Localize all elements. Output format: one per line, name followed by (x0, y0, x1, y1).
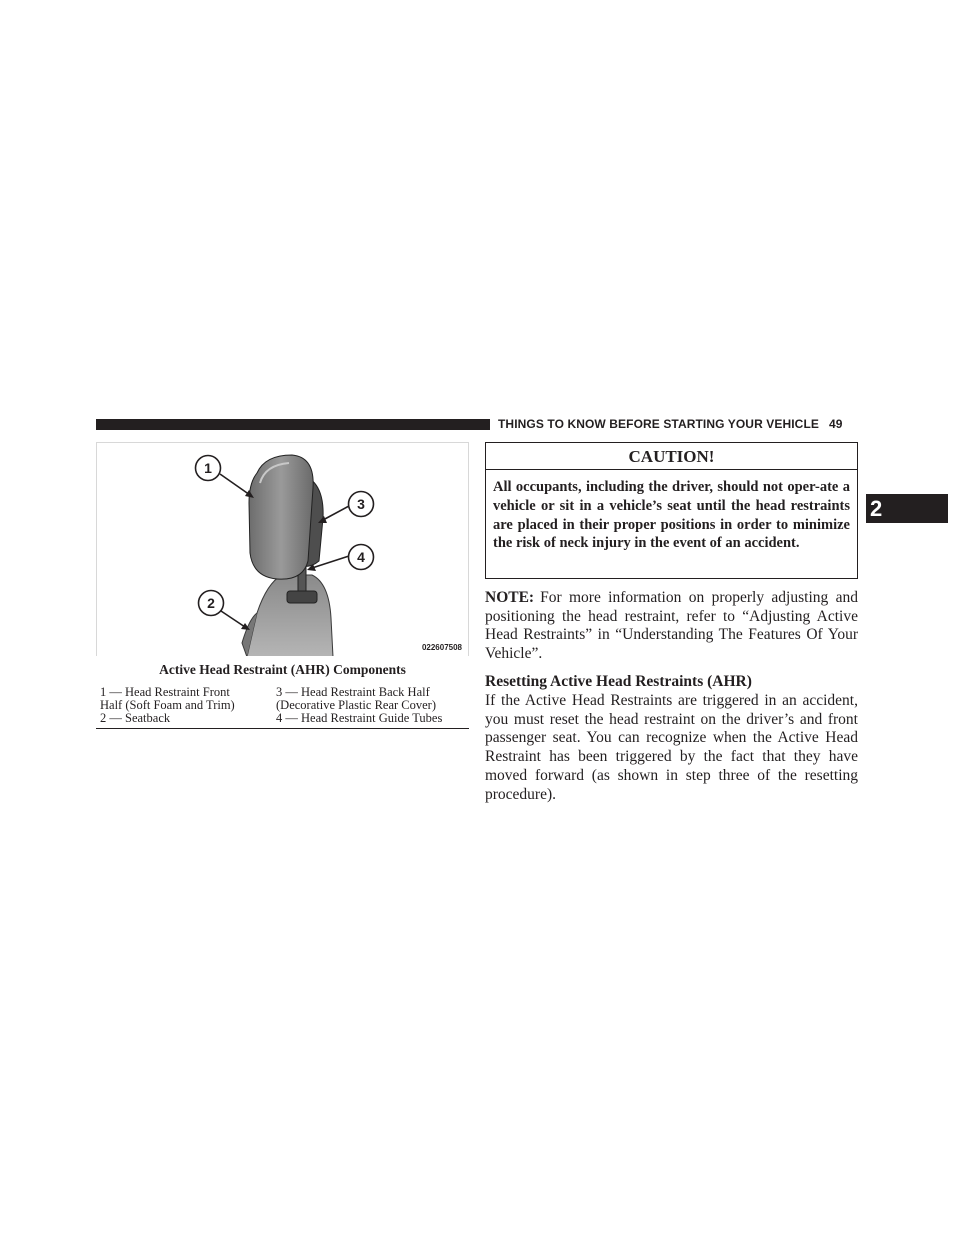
legend-item-2: 2 — Seatback (100, 711, 171, 725)
legend-item-4: 4 — Head Restraint Guide Tubes (276, 711, 443, 725)
legend-item-1-line-2: Half (Soft Foam and Trim) (100, 698, 235, 712)
legend-item-1-line-1: 1 — Head Restraint Front (100, 685, 230, 699)
note-text: For more information on properly adjusting and positioning the head restraint, refer to “Adjusting Active Head Restraints” in “Understanding The Features Of Your Vehicle”. (485, 589, 858, 663)
caution-title: CAUTION! (486, 443, 857, 470)
head-restraint-figure (96, 442, 469, 656)
section-heading: Resetting Active Head Restraints (AHR) (485, 673, 752, 690)
header-rule (96, 419, 490, 430)
restraint-front-half (249, 455, 313, 579)
caution-box (485, 442, 858, 579)
note-paragraph (485, 589, 858, 664)
callout-label-4: 4 (357, 549, 365, 565)
callout-label-1: 1 (204, 460, 212, 476)
note-label: NOTE: (485, 589, 535, 606)
running-header (498, 417, 858, 431)
figure-code: 022607508 (421, 643, 462, 652)
legend-rule (96, 728, 469, 729)
head-restraint-illustration (97, 443, 469, 656)
page-number: 49 (828, 417, 843, 431)
legend-column-left (100, 686, 275, 725)
legend-item-3-line-1: 3 — Head Restraint Back Half (276, 685, 430, 699)
caution-body: All occupants, including the driver, should not oper-ate a vehicle or sit in a vehicle’s seat until the head restraints are placed in their proper positions in order to minimize the risk of neck injury in the event of an accident. (493, 479, 850, 552)
callout-label-3: 3 (357, 496, 365, 512)
seatback-shape (247, 575, 333, 656)
legend-column-right (276, 686, 471, 725)
section-body: If the Active Head Restraints are triggered in an accident, you must reset the head restraint on the driver’s and front passenger seat. You can recognize when the Active Head Restraint has been triggered by the fact that they have moved forward (as shown in step three of the resetting procedure). (485, 692, 858, 803)
legend-item-3-line-2: (Decorative Plastic Rear Cover) (276, 698, 437, 712)
figure-caption: Active Head Restraint (AHR) Components (159, 662, 406, 677)
header-title: THINGS TO KNOW BEFORE STARTING YOUR VEHICLE (498, 417, 819, 431)
chapter-tab[interactable]: 2 (866, 494, 948, 523)
callout-label-2: 2 (207, 595, 215, 611)
